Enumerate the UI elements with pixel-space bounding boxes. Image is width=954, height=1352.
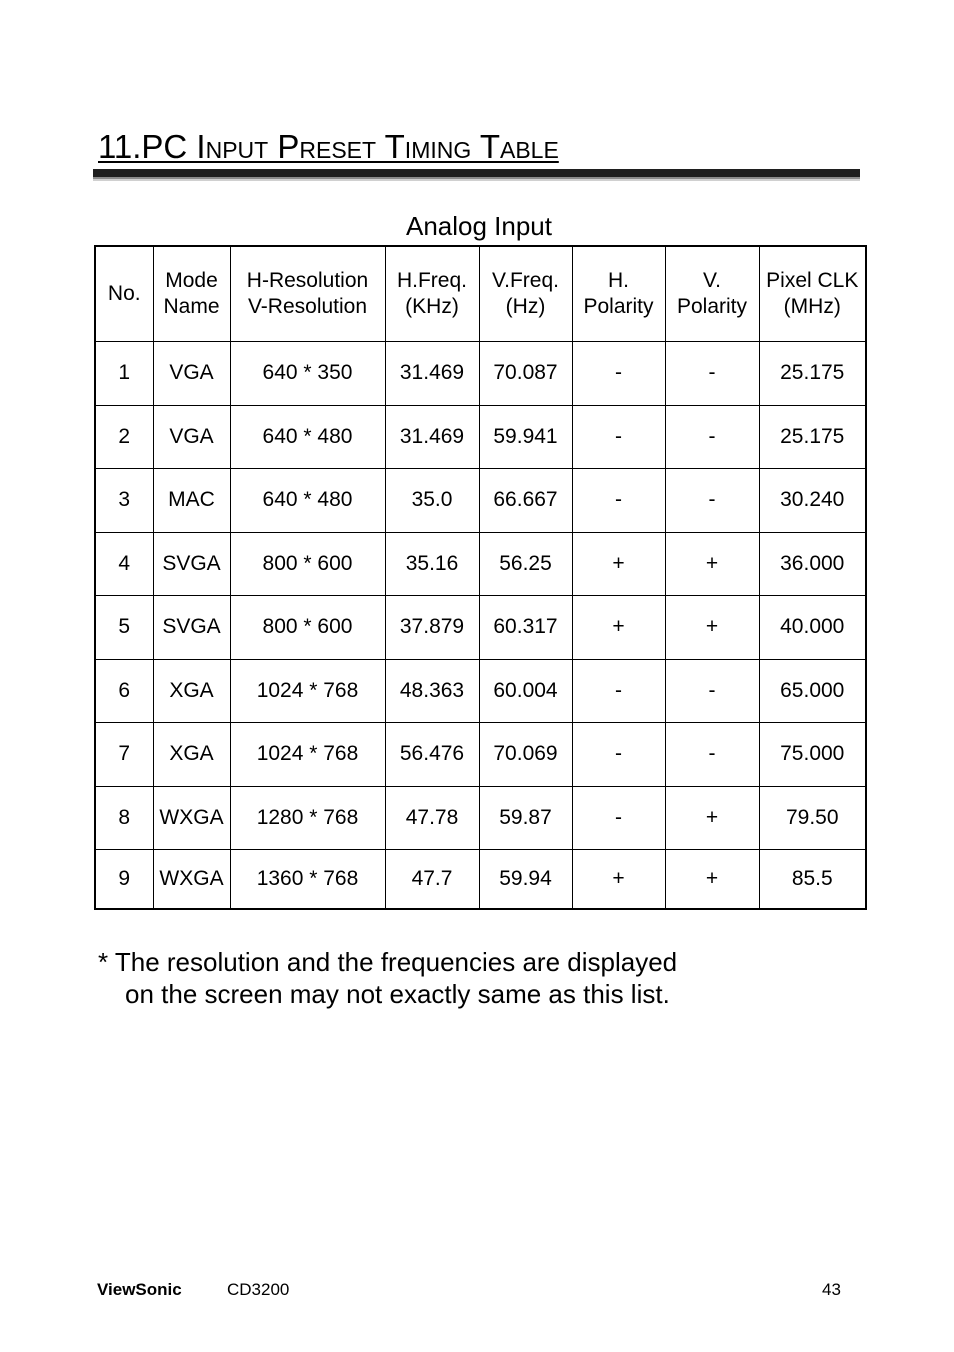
table-cell: 800 * 600 bbox=[230, 532, 385, 596]
table-cell: WXGA bbox=[153, 850, 230, 910]
table-body bbox=[95, 342, 866, 910]
table-cell: 9 bbox=[95, 850, 153, 910]
table-cell: MAC bbox=[153, 469, 230, 533]
table-cell: 79.50 bbox=[759, 786, 866, 850]
table-row bbox=[95, 532, 866, 596]
table-cell: 59.94 bbox=[479, 850, 572, 910]
column-header-line: V.Freq. bbox=[492, 269, 559, 292]
table-cell: + bbox=[572, 596, 665, 660]
heading-rule-shadow-light bbox=[93, 179, 860, 181]
column-header-line: (MHz) bbox=[783, 295, 841, 318]
table-cell: 25.175 bbox=[759, 342, 866, 406]
table-cell: - bbox=[665, 469, 759, 533]
page-heading: 11.PC Input Preset Timing Table bbox=[98, 128, 559, 165]
table-cell: + bbox=[665, 532, 759, 596]
table-cell: 47.7 bbox=[385, 850, 479, 910]
table-cell: 1024 * 768 bbox=[230, 659, 385, 723]
table-cell: + bbox=[572, 532, 665, 596]
column-header-line: Polarity bbox=[676, 295, 748, 318]
table-cell: + bbox=[665, 596, 759, 660]
table-cell: 1 bbox=[95, 342, 153, 406]
column-header bbox=[759, 246, 866, 342]
table-cell: 640 * 350 bbox=[230, 342, 385, 406]
table-row bbox=[95, 723, 866, 787]
table-cell: 31.469 bbox=[385, 342, 479, 406]
column-header-line: H.Freq. bbox=[396, 269, 467, 292]
table-row bbox=[95, 342, 866, 406]
table-cell: 70.069 bbox=[479, 723, 572, 787]
table-row bbox=[95, 786, 866, 850]
table-cell: 4 bbox=[95, 532, 153, 596]
table-row bbox=[95, 469, 866, 533]
table-cell: 37.879 bbox=[385, 596, 479, 660]
table-cell: 70.087 bbox=[479, 342, 572, 406]
table-cell: 36.000 bbox=[759, 532, 866, 596]
table-cell: 3 bbox=[95, 469, 153, 533]
footnote-line-1: * The resolution and the frequencies are displayed bbox=[98, 947, 678, 977]
table-cell: - bbox=[665, 405, 759, 469]
table-cell: XGA bbox=[153, 659, 230, 723]
page-number: 43 bbox=[822, 1280, 841, 1299]
table-cell: 59.941 bbox=[479, 405, 572, 469]
column-header-line: Name bbox=[163, 295, 220, 318]
table-cell: 35.16 bbox=[385, 532, 479, 596]
table-cell: 2 bbox=[95, 405, 153, 469]
column-header bbox=[230, 246, 385, 342]
table-cell: 7 bbox=[95, 723, 153, 787]
column-header-line: (Hz) bbox=[505, 295, 546, 318]
column-header bbox=[385, 246, 479, 342]
table-cell: XGA bbox=[153, 723, 230, 787]
table-cell: - bbox=[572, 723, 665, 787]
column-header-line: H-Resolution bbox=[246, 269, 369, 292]
table-cell: 75.000 bbox=[759, 723, 866, 787]
column-header-line: (KHz) bbox=[405, 295, 459, 318]
table-cell: 800 * 600 bbox=[230, 596, 385, 660]
table-cell: - bbox=[665, 342, 759, 406]
heading-rule bbox=[93, 169, 860, 177]
table-cell: + bbox=[665, 786, 759, 850]
header-row bbox=[95, 246, 866, 342]
column-header bbox=[153, 246, 230, 342]
table-cell: 1024 * 768 bbox=[230, 723, 385, 787]
table-cell: + bbox=[665, 850, 759, 910]
footer-brand: ViewSonic bbox=[97, 1280, 182, 1299]
table-cell: 640 * 480 bbox=[230, 405, 385, 469]
table-caption: Analog Input bbox=[405, 211, 552, 241]
table-cell: - bbox=[572, 405, 665, 469]
timing-table bbox=[94, 245, 867, 910]
table-cell: 1360 * 768 bbox=[230, 850, 385, 910]
table-cell: 25.175 bbox=[759, 405, 866, 469]
table-cell: 6 bbox=[95, 659, 153, 723]
table-cell: - bbox=[572, 469, 665, 533]
table-cell: - bbox=[572, 659, 665, 723]
table-cell: 40.000 bbox=[759, 596, 866, 660]
table-cell: 60.004 bbox=[479, 659, 572, 723]
table-cell: SVGA bbox=[153, 532, 230, 596]
table-cell: 56.476 bbox=[385, 723, 479, 787]
column-header-line: No. bbox=[107, 282, 141, 305]
column-header-line: V-Resolution bbox=[247, 295, 368, 318]
table-cell: 47.78 bbox=[385, 786, 479, 850]
table-cell: 59.87 bbox=[479, 786, 572, 850]
table-cell: 640 * 480 bbox=[230, 469, 385, 533]
table-cell: 30.240 bbox=[759, 469, 866, 533]
column-header bbox=[95, 246, 153, 342]
table-cell: 31.469 bbox=[385, 405, 479, 469]
table-cell: - bbox=[665, 723, 759, 787]
table-cell: VGA bbox=[153, 342, 230, 406]
table-cell: 35.0 bbox=[385, 469, 479, 533]
table-cell: - bbox=[572, 342, 665, 406]
table-cell: 5 bbox=[95, 596, 153, 660]
table-cell: - bbox=[665, 659, 759, 723]
table-cell: - bbox=[572, 786, 665, 850]
table-cell: 1280 * 768 bbox=[230, 786, 385, 850]
footnote-line-2: on the screen may not exactly same as this list. bbox=[125, 979, 670, 1009]
column-header-line: Pixel CLK bbox=[766, 269, 859, 292]
column-header-line: Mode bbox=[165, 269, 218, 292]
table-cell: VGA bbox=[153, 405, 230, 469]
column-header bbox=[479, 246, 572, 342]
table-header bbox=[95, 246, 866, 342]
table-cell: 60.317 bbox=[479, 596, 572, 660]
footer-model: CD3200 bbox=[227, 1280, 290, 1299]
table-row bbox=[95, 850, 866, 910]
column-header-line: V. bbox=[703, 269, 721, 292]
column-header-line: H. bbox=[608, 269, 629, 292]
table-cell: SVGA bbox=[153, 596, 230, 660]
table-cell: 8 bbox=[95, 786, 153, 850]
column-header bbox=[572, 246, 665, 342]
table-cell: 65.000 bbox=[759, 659, 866, 723]
table-row bbox=[95, 405, 866, 469]
table-cell: WXGA bbox=[153, 786, 230, 850]
table-cell: 48.363 bbox=[385, 659, 479, 723]
footnote bbox=[98, 946, 677, 1010]
table-cell: 85.5 bbox=[759, 850, 866, 910]
column-header-line: Polarity bbox=[583, 295, 654, 318]
table-cell: 66.667 bbox=[479, 469, 572, 533]
column-header bbox=[665, 246, 759, 342]
table-row bbox=[95, 659, 866, 723]
table-row bbox=[95, 596, 866, 660]
table-cell: + bbox=[572, 850, 665, 910]
table-cell: 56.25 bbox=[479, 532, 572, 596]
